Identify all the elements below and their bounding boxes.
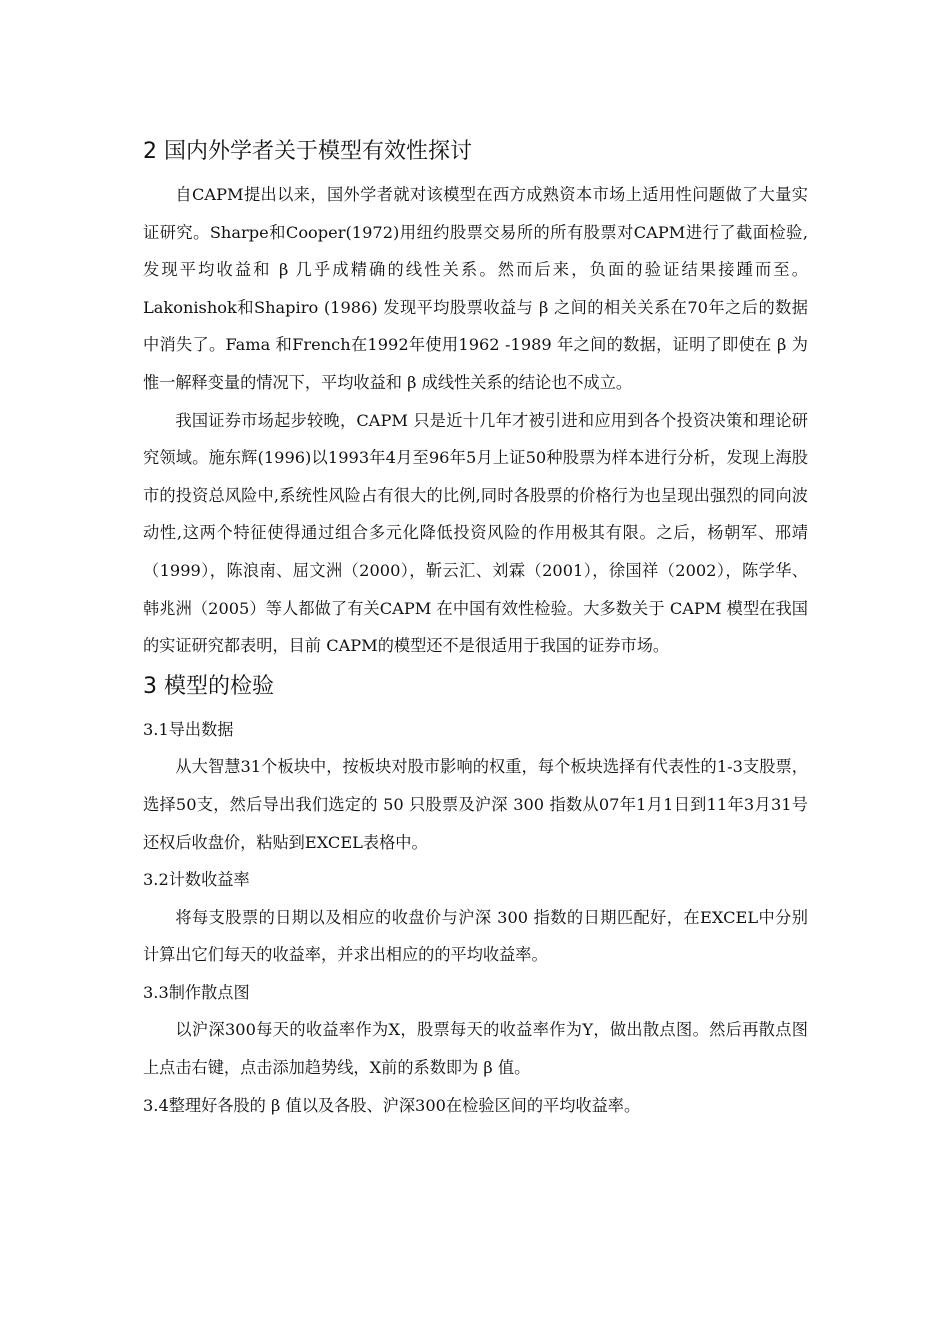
section-2-heading: 2 国内外学者关于模型有效性探讨 <box>143 139 472 164</box>
subsection-3-3-text: 以沪深300每天的收益率作为X，股票每天的收益率作为Y，做出散点图。然后再散点图上点击右键，点击添加趋势线，X前的系数即为 β 值。 <box>143 1020 808 1078</box>
subsection-3-1-title: 3.1导出数据 <box>143 719 234 739</box>
page-content <box>143 134 808 1124</box>
section-2-paragraph-2: 我国证券市场起步较晚，CAPM 只是近十几年才被引进和应用到各个投资决策和理论研究领域。施东辉(1996)以1993年4月至96年5月上证50种股票为样本进行分析，发现上海股市的投资总风险中,系统性风险占有很大的比例,同时各股票的价格行为也呈现出强烈的同向波动性,这两个特征使得通过组合多元化降低投资风险的作用极其有限。之后，杨朝军、邢靖（1999），陈浪南、屈文洲（2000），靳云汇、刘霖（2001），徐国祥（2002），陈学华、韩兆洲（2005）等人都做了有关CAPM 在中国有效性检验。大多数关于 CAPM 模型在我国的实证研究都表明，目前 CAPM的模型还不是很适用于我国的证券市场。 <box>143 410 808 656</box>
subsection-3-1-text: 从大智慧31个板块中，按板块对股市影响的权重，每个板块选择有代表性的1-3支股票，选择50支，然后导出我们选定的 50 只股票及沪深 300 指数从07年1月1日到11年3月31号还权后收盘价，粘贴到EXCEL表格中。 <box>143 757 808 852</box>
subsection-3-2-text: 将每支股票的日期以及相应的收盘价与沪深 300 指数的日期匹配好，在EXCEL中分别计算出它们每天的收益率，并求出相应的的平均收益率。 <box>143 907 808 965</box>
subsection-3-3-title: 3.3制作散点图 <box>143 982 250 1002</box>
subsection-3-4-title: 3.4整理好各股的 β 值以及各股、沪深300在检验区间的平均收益率。 <box>143 1095 641 1115</box>
section-2-paragraph-1: 自CAPM提出以来，国外学者就对该模型在西方成熟资本市场上适用性问题做了大量实证研究。Sharpe和Cooper(1972)用纽约股票交易所的所有股票对CAPM进行了截面检验,发现平均收益和 β 几乎成精确的线性关系。然而后来，负面的验证结果接踵而至。Lakonishok和Shapiro (1986) 发现平均股票收益与 β 之间的相关关系在70年之后的数据中消失了。Fama 和French在1992年使用1962 -1989 年之间的数据，证明了即使在 β 为惟一解释变量的情况下，平均收益和 β 成线性关系的结论也不成立。 <box>143 185 808 392</box>
subsection-3-2-title: 3.2计数收益率 <box>143 870 250 890</box>
section-3-heading: 3 模型的检验 <box>143 673 274 699</box>
